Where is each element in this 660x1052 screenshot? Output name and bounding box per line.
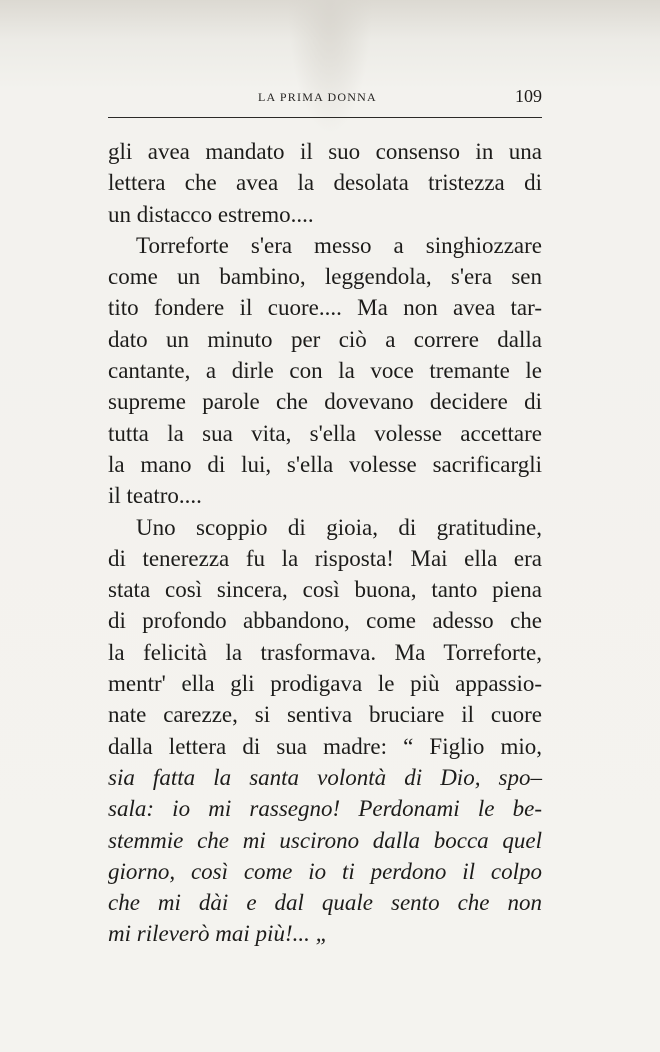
text-line: di tenerezza fu la risposta! Mai ella era bbox=[108, 545, 542, 571]
text-line: cantante, a dirle con la voce tremante le bbox=[108, 358, 542, 384]
text-line: Uno scoppio di gioia, di gratitudine, bbox=[136, 514, 542, 540]
running-title: LA PRIMA DONNA bbox=[258, 90, 377, 104]
text-line: di profondo abbandono, come adesso che bbox=[108, 608, 542, 634]
body-text bbox=[108, 136, 542, 950]
header-rule bbox=[108, 117, 542, 118]
text-line: gli avea mandato il suo consenso in una bbox=[108, 139, 542, 164]
page-header bbox=[108, 88, 542, 112]
text-line: che mi dài e dal quale sento che non bbox=[108, 890, 542, 916]
text-line: stata così sincera, così buona, tanto piena bbox=[108, 577, 542, 603]
text-line: Torreforte s'era messo a singhiozzare bbox=[136, 232, 542, 258]
text-line: come un bambino, leggendola, s'era sen bbox=[108, 264, 542, 290]
text-line: lettera che avea la desolata tristezza di bbox=[108, 170, 542, 196]
text-line: la mano di lui, s'ella volesse sacrificargli bbox=[108, 451, 542, 477]
text-line: sala: io mi rassegno! Perdonami le be- bbox=[108, 796, 542, 822]
text-line: nate carezze, si sentiva bruciare il cuore bbox=[108, 702, 542, 728]
text-line: tutta la sua vita, s'ella volesse accettare bbox=[108, 420, 542, 446]
page-number: 109 bbox=[515, 86, 542, 106]
text-line: giorno, così come io ti perdono il colpo bbox=[108, 858, 542, 884]
text-line: mi rileverò mai più!... „ bbox=[108, 921, 329, 947]
text-line: supreme parole che dovevano decidere di bbox=[108, 389, 542, 415]
text-line: tito fondere il cuore.... Ma non avea tar- bbox=[108, 295, 542, 321]
text-line: il teatro.... bbox=[108, 483, 202, 509]
text-line: la felicità la trasformava. Ma Torreforte, bbox=[108, 639, 542, 665]
text-line: sia fatta la santa volontà di Dio, spo– bbox=[108, 764, 542, 790]
text-line: mentr' ella gli prodigava le più appassio- bbox=[108, 671, 542, 697]
text-line: dato un minuto per ciò a correre dalla bbox=[108, 326, 542, 352]
text-line: dalla lettera di sua madre: “ Figlio mio, bbox=[108, 733, 542, 759]
text-line: un distacco estremo.... bbox=[108, 201, 314, 227]
text-line: stemmie che mi uscirono dalla bocca quel bbox=[108, 827, 542, 853]
